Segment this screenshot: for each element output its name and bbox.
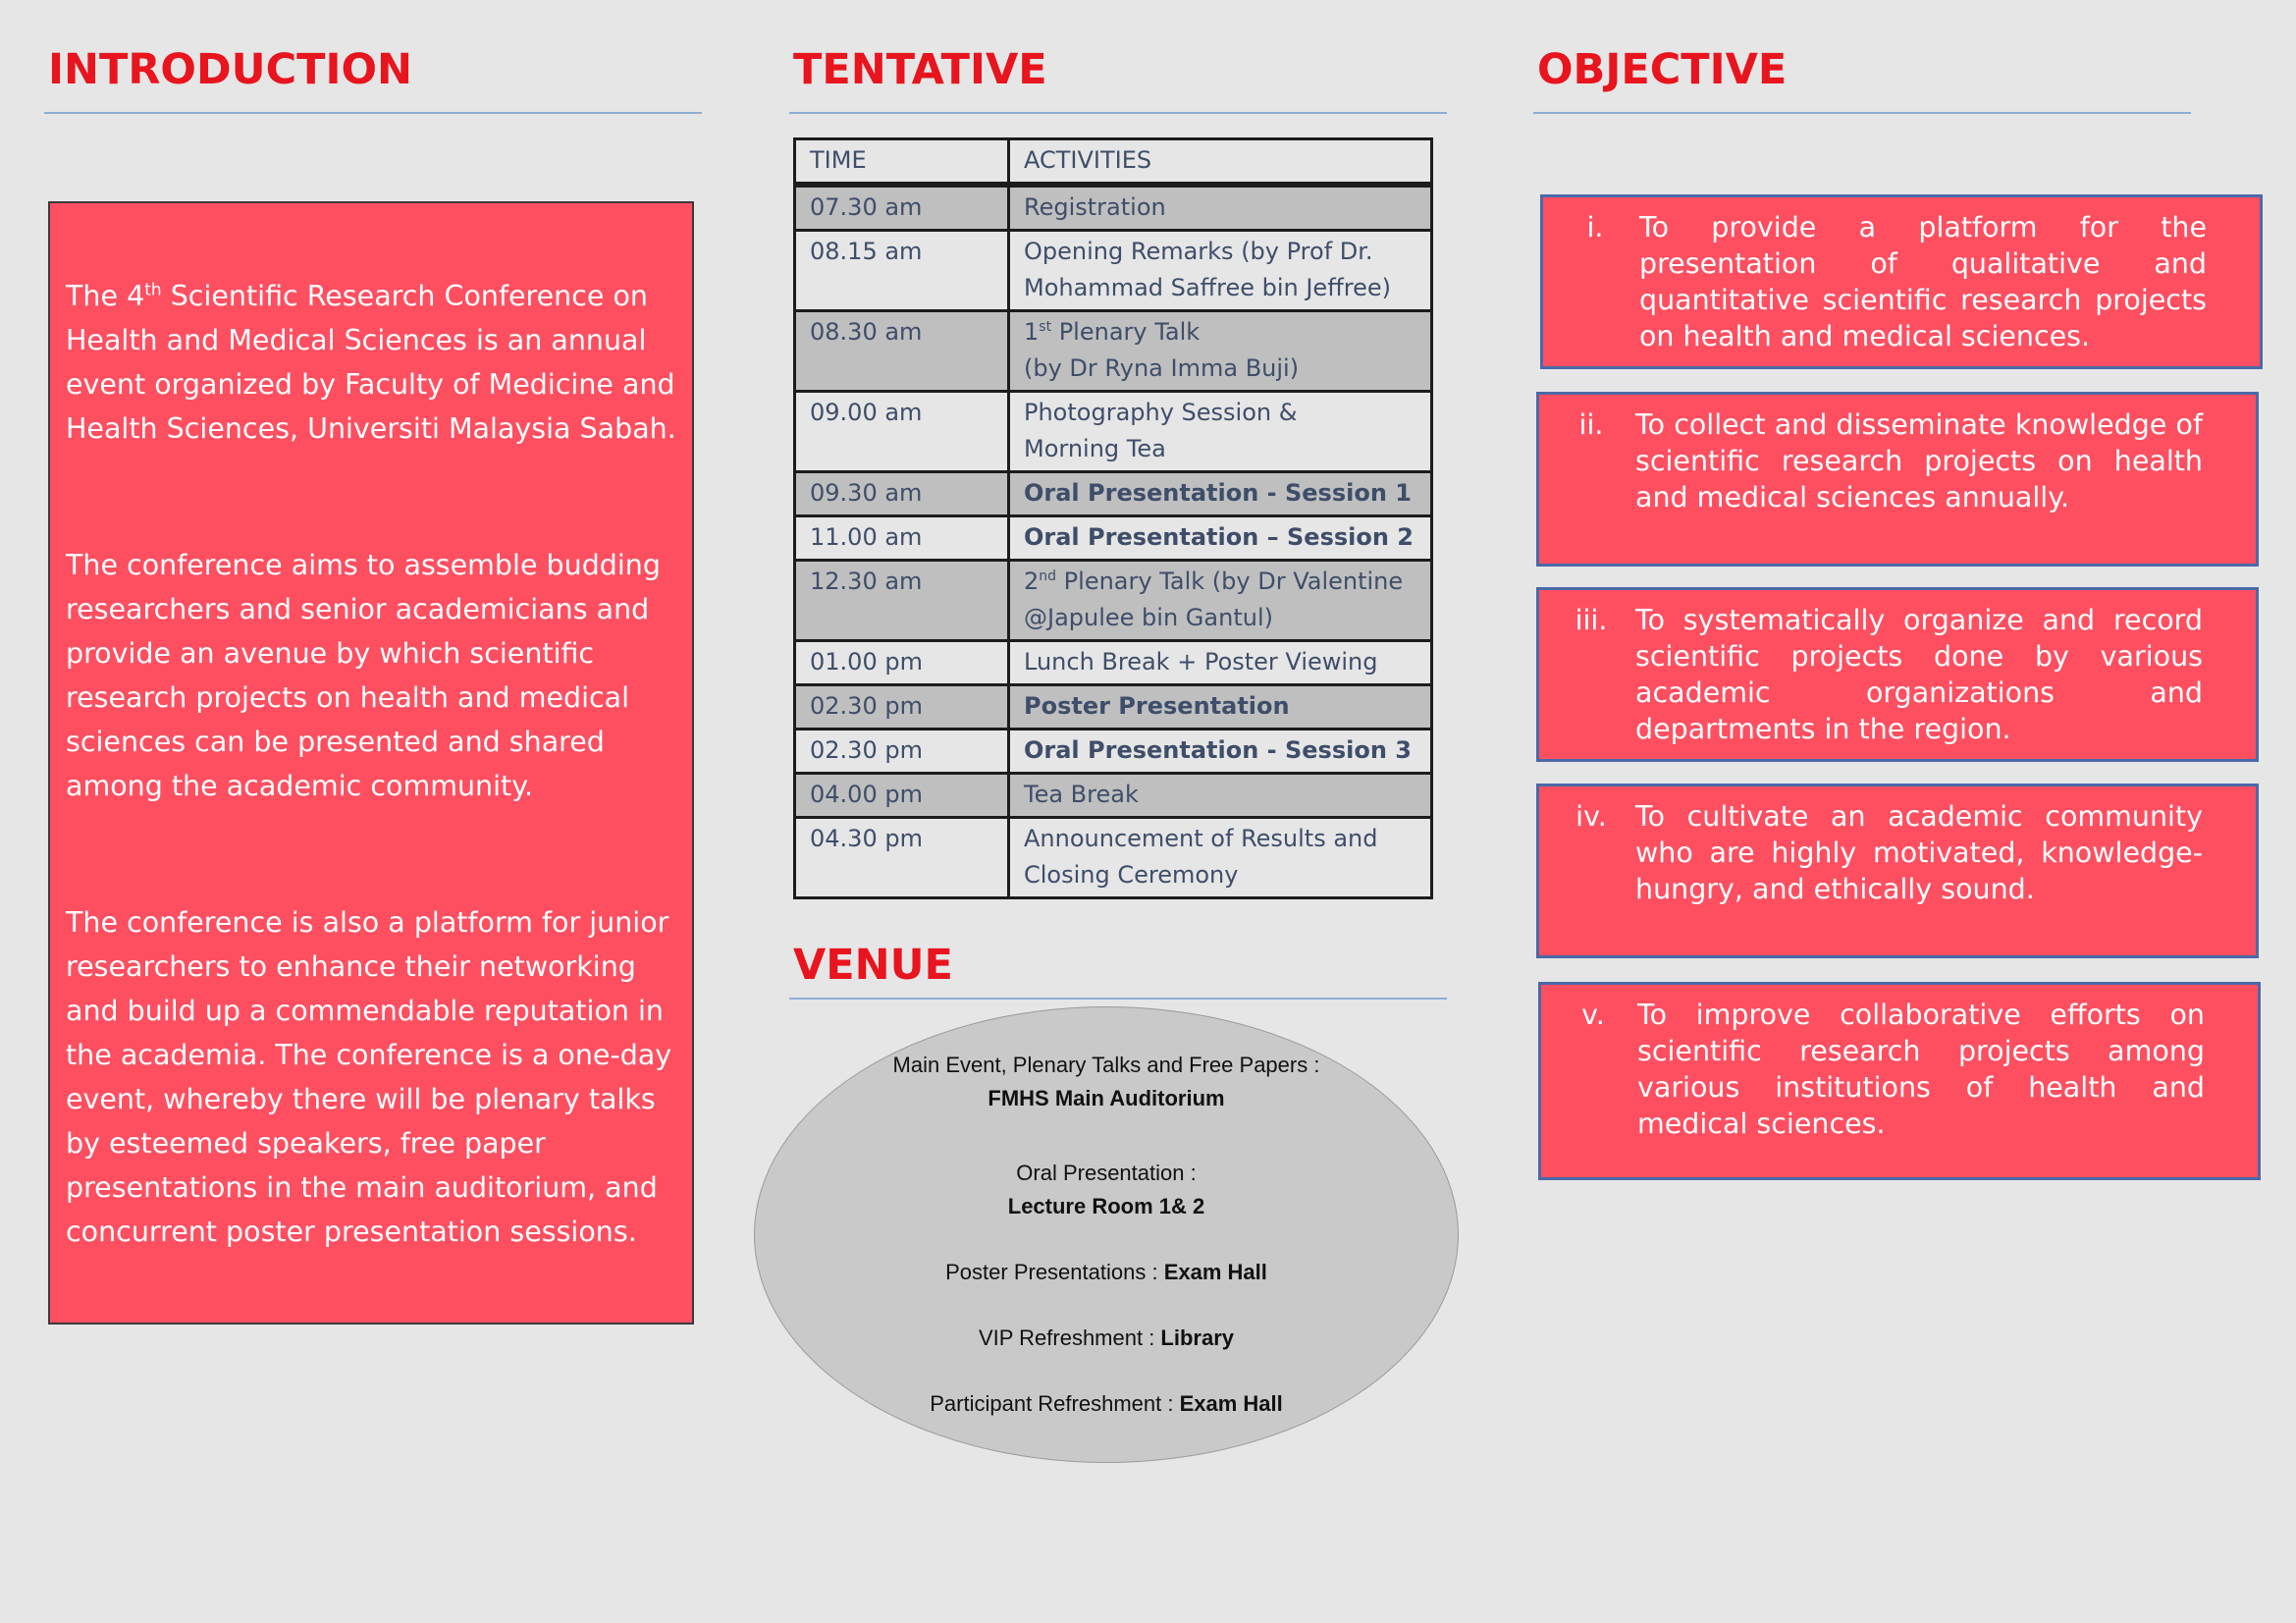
- table-row: [795, 392, 1432, 472]
- venue-vip-refreshment: VIP Refreshment : Library: [978, 1325, 1235, 1350]
- row-activity: Poster Presentation: [1009, 685, 1432, 730]
- intro-paragraph-3: The conference is also a platform for junior researchers to enhance their networking and build up a commendable reputation in the academia. The conference is a one-day event, whereby there will be plenary talks by esteemed speakers, free paper presentations in the main auditorium, and concurrent poster presentation sessions.: [66, 906, 672, 1248]
- venue-participant-refreshment: Participant Refreshment : Exam Hall: [930, 1391, 1283, 1416]
- objective-number: i.: [1586, 211, 1604, 243]
- table-row: [795, 685, 1432, 730]
- row-activity: Announcement of Results and Closing Ceremony: [1009, 818, 1432, 898]
- row-activity: 1st Plenary Talk (by Dr Ryna Imma Buji): [1009, 311, 1432, 392]
- row-time: 11.00 am: [795, 516, 1009, 561]
- tentative-table: [793, 137, 1433, 899]
- venue-oral-presentation: Oral Presentation : Lecture Room 1& 2: [1007, 1161, 1205, 1218]
- venue-poster-presentation: Poster Presentations : Exam Hall: [945, 1260, 1267, 1284]
- intro-paragraph-1: The 4th Scientific Research Conference on Health and Medical Sciences is an annual event organized by Faculty of Medicine and Health Sciences, Universiti Malaysia Sabah.: [66, 280, 676, 445]
- objective-text: To provide a platform for the presentation of qualitative and quantitative scientific research projects on health and medical sciences.: [1639, 211, 2207, 352]
- row-activity: Oral Presentation – Session 2: [1009, 516, 1432, 561]
- row-time: 09.00 am: [795, 392, 1009, 472]
- objective-item: [1536, 784, 2259, 958]
- row-time: 07.30 am: [795, 185, 1009, 231]
- objective-item: [1540, 194, 2263, 369]
- table-row: [795, 472, 1432, 516]
- objective-text: To cultivate an academic community who are highly motivated, knowledge-hungry, and ethically sound.: [1635, 800, 2203, 905]
- row-time: 02.30 pm: [795, 730, 1009, 774]
- objective-item: [1536, 587, 2259, 762]
- table-row: [795, 311, 1432, 392]
- table-row: [795, 516, 1432, 561]
- row-activity: Registration: [1009, 185, 1432, 231]
- row-time: 09.30 am: [795, 472, 1009, 516]
- introduction-heading: INTRODUCTION: [48, 45, 413, 94]
- objective-text: To improve collaborative efforts on scientific research projects among various institutions of health and medical sciences.: [1637, 999, 2205, 1140]
- tentative-heading: TENTATIVE: [793, 45, 1047, 94]
- table-row: [795, 774, 1432, 818]
- row-activity: Photography Session & Morning Tea: [1009, 392, 1432, 472]
- objective-number: ii.: [1578, 408, 1604, 441]
- venue-heading: VENUE: [793, 941, 953, 990]
- objective-number: v.: [1581, 999, 1605, 1031]
- objective-number: iv.: [1575, 800, 1607, 833]
- intro-paragraph-2: The conference aims to assemble budding researchers and senior academicians and provide an avenue by which scientific research projects on health and medical sciences can be presented and shared among the academic community.: [66, 549, 661, 802]
- row-activity: Tea Break: [1009, 774, 1432, 818]
- table-row: [795, 641, 1432, 685]
- column-header-time: TIME: [795, 139, 1009, 186]
- table-row: [795, 231, 1432, 311]
- introduction-divider: [44, 112, 702, 114]
- tentative-divider: [789, 112, 1447, 114]
- row-activity: Oral Presentation - Session 3: [1009, 730, 1432, 774]
- objective-text: To systematically organize and record scientific projects done by various academic organizations and departments in the region.: [1635, 604, 2203, 745]
- table-header-row: [795, 139, 1432, 186]
- row-time: 08.30 am: [795, 311, 1009, 392]
- row-activity: Opening Remarks (by Prof Dr. Mohammad Saffree bin Jeffree): [1009, 231, 1432, 311]
- table-row: [795, 185, 1432, 231]
- column-header-activities: ACTIVITIES: [1009, 139, 1432, 186]
- objective-heading: OBJECTIVE: [1537, 45, 1788, 94]
- objective-item: [1536, 392, 2259, 567]
- objective-text: To collect and disseminate knowledge of scientific research projects on health and medical sciences annually.: [1635, 408, 2203, 514]
- introduction-panel: [48, 201, 694, 1325]
- table-row: [795, 818, 1432, 898]
- table-row: [795, 730, 1432, 774]
- venue-ellipse: [754, 1006, 1459, 1463]
- row-activity: Oral Presentation - Session 1: [1009, 472, 1432, 516]
- row-time: 04.30 pm: [795, 818, 1009, 898]
- row-time: 02.30 pm: [795, 685, 1009, 730]
- row-activity: Lunch Break + Poster Viewing: [1009, 641, 1432, 685]
- row-activity: 2nd Plenary Talk (by Dr Valentine @Japulee bin Gantul): [1009, 561, 1432, 641]
- row-time: 01.00 pm: [795, 641, 1009, 685]
- objective-number: iii.: [1575, 604, 1608, 636]
- venue-main-event: Main Event, Plenary Talks and Free Papers : FMHS Main Auditorium: [892, 1053, 1320, 1110]
- row-time: 08.15 am: [795, 231, 1009, 311]
- row-time: 04.00 pm: [795, 774, 1009, 818]
- row-time: 12.30 am: [795, 561, 1009, 641]
- table-row: [795, 561, 1432, 641]
- venue-divider: [789, 998, 1447, 1000]
- objective-item: [1538, 982, 2261, 1180]
- objective-divider: [1533, 112, 2191, 114]
